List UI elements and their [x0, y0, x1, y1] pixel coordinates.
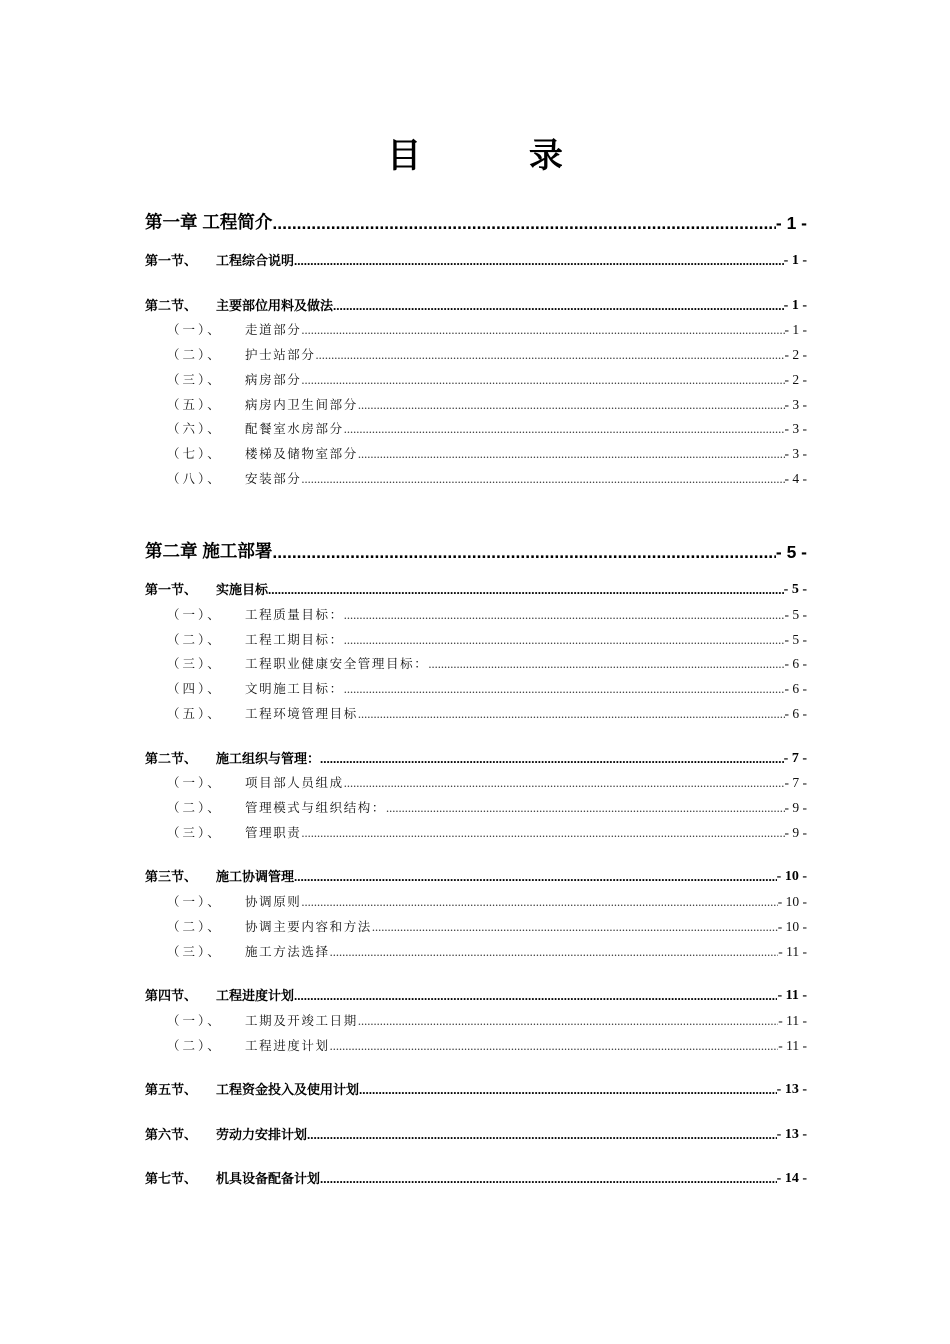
- toc-entry-label: [145, 538, 272, 563]
- toc-entry-number: （五）、: [167, 706, 223, 722]
- toc-entry-number: 第七节、: [145, 1172, 198, 1188]
- toc-entry-number: （一）、: [167, 606, 223, 622]
- dot-leader: [320, 751, 784, 767]
- dot-leader: [358, 398, 785, 413]
- toc-page-number: - 2 -: [784, 371, 807, 387]
- dot-leader: [330, 945, 779, 960]
- dot-leader: [358, 447, 785, 462]
- toc-entry-number: （三）、: [167, 656, 223, 672]
- dot-leader: [301, 373, 784, 388]
- toc-page-number: - 1 -: [784, 322, 807, 338]
- toc-page-number: - 6 -: [784, 681, 807, 697]
- toc-page-number: - 10 -: [777, 894, 807, 910]
- toc-page-number: - 5 -: [775, 542, 807, 563]
- toc-sub-entry[interactable]: [145, 462, 807, 487]
- toc-entry-label: [145, 345, 316, 363]
- dot-leader: [344, 422, 785, 437]
- toc-page-number: - 1 -: [775, 213, 807, 233]
- toc-entry-label: [145, 748, 320, 767]
- toc-sub-entry[interactable]: [145, 388, 807, 413]
- toc-page-number: - 4 -: [784, 471, 807, 487]
- toc-entry-number: （二）、: [167, 1037, 223, 1053]
- toc-sub-entry[interactable]: [145, 363, 807, 388]
- toc-entry-number: 第三节、: [145, 870, 198, 886]
- toc-entry-label: [145, 419, 344, 437]
- toc-entry-label: [145, 250, 294, 269]
- toc-entry-label: [145, 942, 330, 960]
- toc-entry-label: [145, 395, 358, 413]
- dot-leader: [320, 1171, 777, 1187]
- toc-section-entry[interactable]: [145, 1162, 807, 1187]
- toc-chapter-entry[interactable]: [145, 198, 807, 234]
- toc-entry-number: 第六节、: [145, 1127, 198, 1143]
- toc-entry-label: [145, 1011, 358, 1029]
- toc-entry-number: 第二节、: [145, 751, 198, 767]
- toc-sub-entry[interactable]: [145, 767, 807, 792]
- dot-leader: [344, 633, 785, 648]
- toc-section-entry[interactable]: [145, 573, 807, 598]
- dot-leader: [358, 1014, 778, 1029]
- toc-entry-number: （七）、: [167, 446, 223, 462]
- toc-entry-text: 安装部分: [245, 471, 302, 487]
- toc-entry-label: [145, 579, 268, 598]
- toc-page-number: - 11 -: [778, 1013, 807, 1029]
- dot-leader: [272, 542, 776, 563]
- toc-section-entry[interactable]: [145, 1073, 807, 1098]
- toc-entry-text: 管理职责: [245, 824, 302, 840]
- toc-entry-number: （六）、: [167, 421, 223, 437]
- toc-entry-number: （二）、: [167, 347, 223, 363]
- toc-entry-label: [145, 469, 301, 487]
- toc-entry-label: [145, 1124, 307, 1143]
- toc-page-number: - 1 -: [783, 253, 807, 268]
- toc-sub-entry[interactable]: [145, 910, 807, 935]
- toc-sub-entry[interactable]: [145, 623, 807, 648]
- dot-leader: [294, 253, 784, 269]
- toc-entry-text: 项目部人员组成: [245, 775, 344, 791]
- toc-page-number: - 3 -: [784, 396, 807, 412]
- toc-sub-entry[interactable]: [145, 648, 807, 673]
- toc-page-number: - 9 -: [784, 800, 807, 816]
- toc-entry-number: （八）、: [167, 471, 223, 487]
- toc-chapter-entry[interactable]: [145, 527, 807, 563]
- toc-entry-text: 工程职业健康安全管理目标：: [245, 656, 429, 672]
- toc-entry-text: 工程环境管理目标: [245, 706, 358, 722]
- toc-entry-label: [145, 295, 333, 314]
- toc-section-entry[interactable]: [145, 244, 807, 269]
- toc-entry-number: （四）、: [167, 681, 223, 697]
- dot-leader: [301, 323, 784, 338]
- toc-entry-label: [145, 823, 301, 841]
- toc-entry-text: 工程进度计划: [245, 1037, 330, 1053]
- toc-entry-text: 主要部位用料及做法: [216, 298, 334, 314]
- toc-entry-text: 管理模式与组织结构：: [245, 800, 387, 816]
- toc-section-entry[interactable]: [145, 860, 807, 885]
- toc-entry-label: [145, 630, 344, 648]
- toc-entry-number: （三）、: [167, 824, 223, 840]
- toc-sub-entry[interactable]: [145, 338, 807, 363]
- toc-entry-number: 第一节、: [145, 254, 198, 269]
- toc-entry-number: （五）、: [167, 396, 223, 412]
- toc-sub-entry[interactable]: [145, 885, 807, 910]
- toc-entry-label: [145, 209, 272, 234]
- toc-entry-number: 第一节、: [145, 583, 198, 599]
- toc-entry-label: [145, 1168, 320, 1187]
- toc-entry-number: 第二章: [145, 541, 198, 562]
- toc-entry-label: [145, 654, 428, 672]
- toc-page-number: - 5 -: [784, 631, 807, 647]
- toc-entry-text: 机具设备配备计划: [216, 1172, 321, 1188]
- toc-section-entry[interactable]: [145, 289, 807, 314]
- toc-section-entry[interactable]: [145, 979, 807, 1004]
- toc-entry-text: 病房部分: [245, 371, 302, 387]
- toc-sub-entry[interactable]: [145, 1029, 807, 1054]
- dot-leader: [344, 682, 785, 697]
- toc-entry-number: （三）、: [167, 371, 223, 387]
- toc-page-number: - 11 -: [777, 988, 807, 1004]
- toc-page-number: - 9 -: [784, 824, 807, 840]
- toc-entry-text: 劳动力安排计划: [216, 1127, 308, 1143]
- toc-entry-number: （三）、: [167, 943, 223, 959]
- toc-entry-number: 第二节、: [145, 298, 198, 314]
- toc-page-number: - 13 -: [776, 1082, 807, 1098]
- toc-entry-text: 协调主要内容和方法: [245, 919, 372, 935]
- toc-entry-text: 工程简介: [202, 212, 273, 232]
- dot-leader: [307, 1127, 777, 1143]
- toc-entry-text: 工程工期目标：: [245, 631, 344, 647]
- dot-leader: [268, 582, 784, 598]
- toc-entry-text: 协调原则: [245, 894, 302, 910]
- toc-entry-number: 第一章: [145, 212, 198, 232]
- toc-sub-entry[interactable]: [145, 697, 807, 722]
- toc-sub-entry[interactable]: [145, 314, 807, 339]
- dot-leader: [301, 895, 777, 910]
- toc-sub-entry[interactable]: [145, 935, 807, 960]
- toc-entry-label: [145, 370, 301, 388]
- toc-entry-text: 工程质量目标：: [245, 606, 344, 622]
- toc-section-entry[interactable]: [145, 742, 807, 767]
- toc-sub-entry[interactable]: [145, 437, 807, 462]
- toc-entry-label: [145, 773, 344, 791]
- toc-entry-text: 配餐室水房部分: [245, 421, 344, 437]
- dot-leader: [272, 213, 776, 234]
- toc-entry-number: （一）、: [167, 894, 223, 910]
- dot-leader: [386, 801, 784, 816]
- toc-page-number: - 6 -: [784, 656, 807, 672]
- toc-entry-text: 病房内卫生间部分: [245, 396, 358, 412]
- toc-page-number: - 13 -: [776, 1126, 807, 1142]
- toc-sub-entry[interactable]: [145, 672, 807, 697]
- toc-entry-number: 第四节、: [145, 989, 198, 1005]
- toc-entry-text: 工程综合说明: [216, 254, 295, 269]
- toc-entry-label: [145, 704, 358, 722]
- toc-entry-number: （一）、: [167, 775, 223, 791]
- toc-entry-number: （二）、: [167, 800, 223, 816]
- toc-entry-text: 工程进度计划: [216, 989, 295, 1005]
- toc-entry-label: [145, 985, 294, 1004]
- toc-page-number: - 14 -: [776, 1171, 807, 1187]
- dot-leader: [294, 988, 777, 1004]
- toc-page-number: - 3 -: [784, 421, 807, 437]
- dot-leader: [316, 348, 785, 363]
- toc-entry-text: 护士站部分: [245, 347, 316, 363]
- dot-leader: [358, 707, 785, 722]
- dot-leader: [333, 298, 784, 314]
- toc-entry-text: 实施目标: [216, 583, 269, 599]
- toc-page-number: - 7 -: [783, 750, 807, 766]
- toc-sub-entry[interactable]: [145, 598, 807, 623]
- toc-entry-label: [145, 605, 344, 623]
- toc-entry-text: 文明施工目标：: [245, 681, 344, 697]
- toc-entry-label: [145, 320, 301, 338]
- toc-entry-text: 施工部署: [202, 541, 273, 562]
- toc-entry-number: （二）、: [167, 919, 223, 935]
- toc-title: 目 录: [387, 136, 611, 176]
- toc-page-number: - 5 -: [783, 582, 807, 598]
- toc-entry-label: [145, 679, 344, 697]
- dot-leader: [428, 657, 784, 672]
- toc-entry-text: 走道部分: [245, 322, 302, 338]
- toc-entry-number: 第五节、: [145, 1083, 198, 1099]
- toc-entry-label: [145, 444, 358, 462]
- toc-section-entry[interactable]: [145, 1118, 807, 1143]
- toc-sub-entry[interactable]: [145, 791, 807, 816]
- table-of-contents: [145, 198, 807, 1187]
- toc-entry-text: 施工组织与管理：: [216, 751, 321, 767]
- toc-page-number: - 10 -: [776, 869, 807, 885]
- toc-entry-label: [145, 798, 386, 816]
- toc-page-number: - 11 -: [778, 943, 807, 959]
- toc-entry-label: [145, 1079, 359, 1098]
- toc-sub-entry[interactable]: [145, 413, 807, 438]
- dot-leader: [330, 1039, 779, 1054]
- toc-entry-text: 工期及开竣工日期: [245, 1013, 358, 1029]
- toc-entry-text: 施工方法选择: [245, 943, 330, 959]
- toc-entry-text: 施工协调管理: [216, 870, 295, 886]
- toc-entry-number: （二）、: [167, 631, 223, 647]
- toc-page-number: - 10 -: [777, 919, 807, 935]
- toc-sub-entry[interactable]: [145, 816, 807, 841]
- dot-leader: [301, 826, 784, 841]
- toc-entry-label: [145, 866, 294, 885]
- toc-sub-entry[interactable]: [145, 1004, 807, 1029]
- dot-leader: [344, 608, 785, 623]
- toc-entry-label: [145, 892, 301, 910]
- toc-entry-text: 工程资金投入及使用计划: [216, 1083, 360, 1099]
- toc-page-number: - 7 -: [784, 775, 807, 791]
- toc-entry-number: （一）、: [167, 322, 223, 338]
- toc-page-number: - 3 -: [784, 446, 807, 462]
- toc-entry-text: 楼梯及储物室部分: [245, 446, 358, 462]
- toc-page-number: - 11 -: [778, 1037, 807, 1053]
- toc-page-number: - 5 -: [784, 606, 807, 622]
- toc-page-number: - 6 -: [784, 706, 807, 722]
- dot-leader: [372, 920, 778, 935]
- toc-entry-label: [145, 1036, 330, 1054]
- toc-page-number: - 2 -: [784, 347, 807, 363]
- toc-entry-number: （一）、: [167, 1013, 223, 1029]
- dot-leader: [344, 776, 785, 791]
- dot-leader: [301, 472, 784, 487]
- toc-page-number: - 1 -: [783, 297, 807, 313]
- dot-leader: [359, 1082, 777, 1098]
- dot-leader: [294, 869, 777, 885]
- toc-entry-label: [145, 917, 372, 935]
